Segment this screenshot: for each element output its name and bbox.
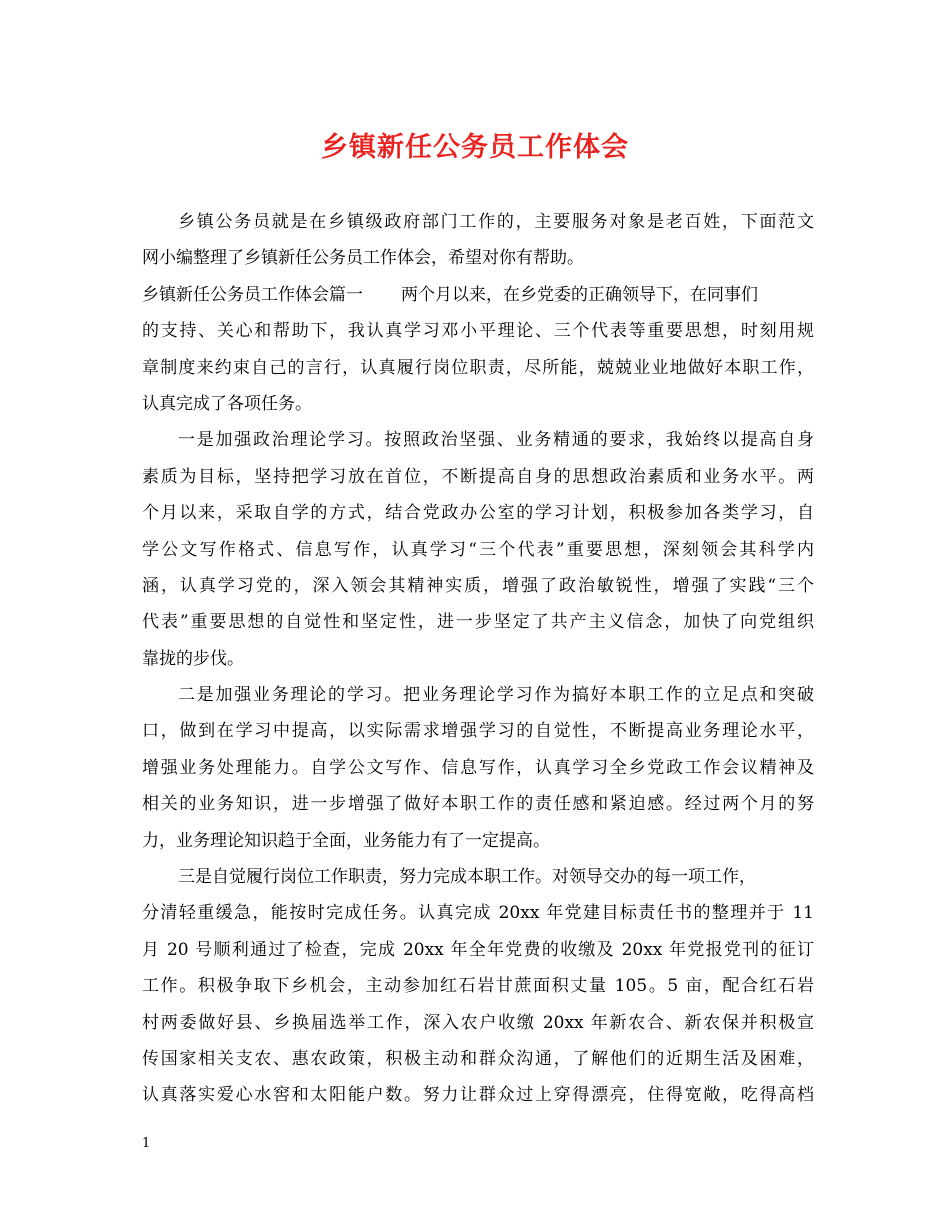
paragraph-line: 认真落实爱心水窖和太阳能户数。努力让群众过上穿得漂亮，住得宽敞，吃得高档 (142, 1085, 814, 1106)
paragraph-line: 三是自觉履行岗位工作职责，努力完成本职工作。对领导交办的每一项工作， (178, 867, 756, 888)
paragraph-intro-line: 乡镇公务员就是在乡镇级政府部门工作的，主要服务对象是老百姓，下面范文 (178, 212, 814, 232)
paragraph-line: 村两委做好县、乡换届选举工作，深入农户收缴 20xx 年新农合、新农保并积极宣 (142, 1012, 814, 1033)
paragraph-line: 分清轻重缓急，能按时完成任务。认真完成 20xx 年党建目标责任书的整理并于 11 (142, 903, 814, 924)
section-heading: 乡镇新任公务员工作体会篇一 (142, 284, 363, 305)
page-number: 1 (142, 1136, 151, 1151)
paragraph-line: 工作。积极争取下乡机会，主动参加红石岩甘蔗面积丈量 105。5 亩，配合红石岩 (142, 976, 814, 997)
paragraph-line: 素质为目标，坚持把学习放在首位，不断提高自身的思想政治素质和业务水平。两 (142, 466, 814, 487)
paragraph-line: 相关的业务知识，进一步增强了做好本职工作的责任感和紧迫感。经过两个月的努 (142, 794, 814, 815)
paragraph-line: 传国家相关支农、惠农政策，积极主动和群众沟通，了解他们的近期生活及困难， (142, 1048, 814, 1069)
paragraph-intro-line: 网小编整理了乡镇新任公务员工作体会，希望对你有帮助。 (142, 248, 584, 269)
paragraph-line: 一是加强政治理论学习。按照政治坚强、业务精通的要求，我始终以提高自身 (178, 430, 814, 451)
paragraph-line: 认真完成了各项任务。 (142, 393, 312, 414)
paragraph-line: 涵，认真学习党的，深入领会其精神实质，增强了政治敏锐性，增强了实践“三个 (142, 575, 814, 596)
paragraph-line: 力，业务理论知识趋于全面，业务能力有了一定提高。 (142, 830, 550, 851)
paragraph-line: 口，做到在学习中提高，以实际需求增强学习的自觉性，不断提高业务理论水平， (142, 721, 814, 742)
paragraph-line: 靠拢的步伐。 (142, 648, 244, 669)
document-body (142, 204, 814, 1114)
paragraph-text: 两个月以来，在乡党委的正确领导下，在同事们 (401, 284, 758, 305)
paragraph-line: 代表”重要思想的自觉性和坚定性，进一步坚定了共产主义信念，加快了向党组织 (142, 612, 814, 633)
document-title: 乡镇新任公务员工作体会 (321, 132, 629, 163)
paragraph-line: 学公文写作格式、信息写作，认真学习“三个代表”重要思想，深刻领会其科学内 (142, 539, 814, 560)
paragraph-line: 个月以来，采取自学的方式，结合党政办公室的学习计划，积极参加各类学习，自 (142, 503, 814, 524)
paragraph-line: 的支持、关心和帮助下，我认真学习邓小平理论、三个代表等重要思想，时刻用规 (142, 321, 814, 342)
paragraph-line: 二是加强业务理论的学习。把业务理论学习作为搞好本职工作的立足点和突破 (178, 685, 814, 706)
paragraph-line: 增强业务处理能力。自学公文写作、信息写作，认真学习全乡党政工作会议精神及 (142, 757, 814, 778)
section-heading-line (142, 277, 814, 313)
paragraph-line: 章制度来约束自己的言行，认真履行岗位职责，尽所能，兢兢业业地做好本职工作， (142, 357, 814, 378)
paragraph-line: 月 20 号顺利通过了检查，完成 20xx 年全年党费的收缴及 20xx 年党报党刊的征订 (142, 939, 814, 960)
